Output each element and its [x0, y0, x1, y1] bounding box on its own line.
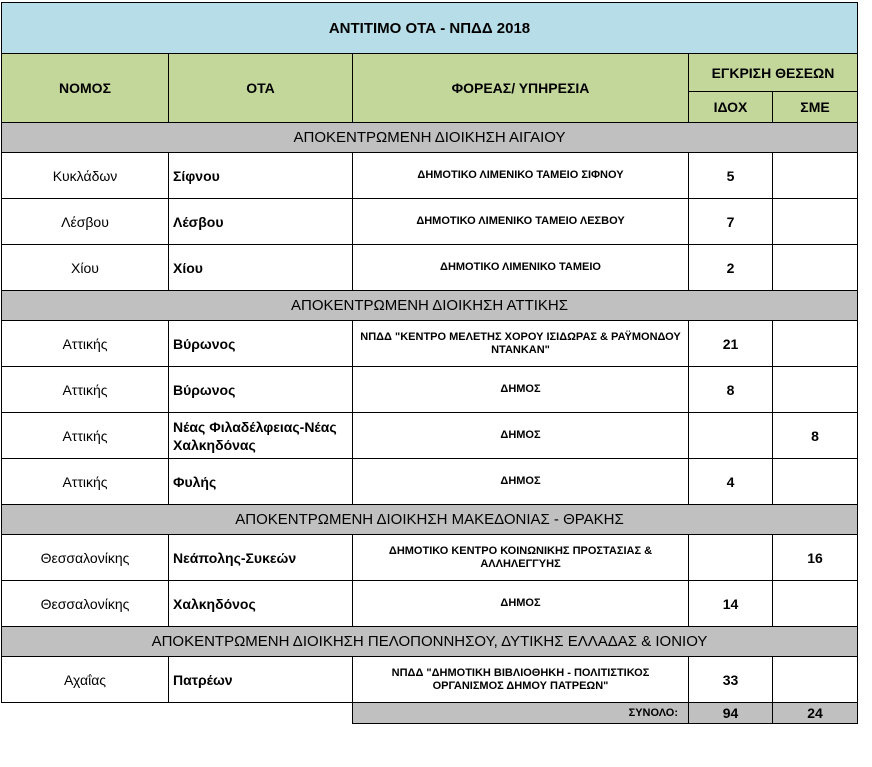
foreas-cell: ΔΗΜΟΤΙΚΟ ΛΙΜΕΝΙΚΟ ΤΑΜΕΙΟ	[353, 245, 689, 291]
table-row	[2, 245, 858, 291]
sme-cell	[773, 245, 858, 291]
table-title: ΑΝΤΙΤΙΜΟ ΟΤΑ - ΝΠΔΔ 2018	[2, 3, 858, 54]
header-ota: ΟΤΑ	[169, 54, 353, 123]
foreas-cell: ΔΗΜΟΣ	[353, 581, 689, 627]
table-row	[2, 367, 858, 413]
header-idox: ΙΔΟΧ	[689, 92, 773, 123]
nomos-cell: Θεσσαλονίκης	[2, 535, 169, 581]
idox-cell: 14	[689, 581, 773, 627]
sme-cell	[773, 459, 858, 505]
section-title: ΑΠΟΚΕΝΤΡΩΜΕΝΗ ΔΙΟΙΚΗΣΗ ΑΙΓΑΙΟΥ	[2, 123, 858, 153]
nomos-cell: Αχαΐας	[2, 657, 169, 703]
header-nomos: ΝΟΜΟΣ	[2, 54, 169, 123]
header-foreas: ΦΟΡΕΑΣ/ ΥΠΗΡΕΣΙΑ	[353, 54, 689, 123]
section-row	[2, 505, 858, 535]
section-row	[2, 627, 858, 657]
nomos-cell: Αττικής	[2, 413, 169, 459]
table-row	[2, 153, 858, 199]
table-row	[2, 535, 858, 581]
header-egkrisi: ΕΓΚΡΙΣΗ ΘΕΣΕΩΝ	[689, 54, 858, 92]
idox-cell: 33	[689, 657, 773, 703]
total-row	[2, 703, 858, 724]
nomos-cell: Αττικής	[2, 459, 169, 505]
ota-cell: Χίου	[169, 245, 353, 291]
section-title: ΑΠΟΚΕΝΤΡΩΜΕΝΗ ΔΙΟΙΚΗΣΗ ΑΤΤΙΚΗΣ	[2, 291, 858, 321]
sme-cell	[773, 153, 858, 199]
total-idox: 94	[689, 703, 773, 724]
idox-cell: 7	[689, 199, 773, 245]
sme-cell	[773, 657, 858, 703]
ota-cell: Νεάπολης-Συκεών	[169, 535, 353, 581]
nomos-cell: Αττικής	[2, 367, 169, 413]
table-row	[2, 581, 858, 627]
nomos-cell: Θεσσαλονίκης	[2, 581, 169, 627]
nomos-cell: Κυκλάδων	[2, 153, 169, 199]
idox-cell: 5	[689, 153, 773, 199]
section-title: ΑΠΟΚΕΝΤΡΩΜΕΝΗ ΔΙΟΙΚΗΣΗ ΠΕΛΟΠΟΝΝΗΣΟΥ, ΔΥΤΙΚΗΣ ΕΛΛΑΔΑΣ & ΙΟΝΙΟΥ	[2, 627, 858, 657]
section-row	[2, 123, 858, 153]
foreas-cell: ΔΗΜΟΣ	[353, 413, 689, 459]
table-row	[2, 413, 858, 459]
idox-cell: 2	[689, 245, 773, 291]
idox-cell	[689, 413, 773, 459]
table-row	[2, 199, 858, 245]
idox-cell: 4	[689, 459, 773, 505]
ota-cell: Χαλκηδόνος	[169, 581, 353, 627]
ota-cell: Σίφνου	[169, 153, 353, 199]
table-row	[2, 459, 858, 505]
allocation-table	[1, 2, 858, 724]
ota-cell: Βύρωνος	[169, 367, 353, 413]
sme-cell	[773, 581, 858, 627]
foreas-cell: ΔΗΜΟΤΙΚΟ ΚΕΝΤΡΟ ΚΟΙΝΩΝΙΚΗΣ ΠΡΟΣΤΑΣΙΑΣ & ΑΛΛΗΛΕΓΓΥΗΣ	[353, 535, 689, 581]
idox-cell: 21	[689, 321, 773, 367]
sme-cell	[773, 199, 858, 245]
foreas-cell: ΝΠΔΔ "ΚΕΝΤΡΟ ΜΕΛΕΤΗΣ ΧΟΡΟΥ ΙΣΙΔΩΡΑΣ & ΡΑΫΜΟΝΔΟΥ ΝΤΑΝΚΑΝ"	[353, 321, 689, 367]
total-label: ΣΥΝΟΛΟ:	[353, 703, 689, 724]
sme-cell	[773, 321, 858, 367]
total-sme: 24	[773, 703, 858, 724]
section-title: ΑΠΟΚΕΝΤΡΩΜΕΝΗ ΔΙΟΙΚΗΣΗ ΜΑΚΕΔΟΝΙΑΣ - ΘΡΑΚΗΣ	[2, 505, 858, 535]
foreas-cell: ΔΗΜΟΣ	[353, 459, 689, 505]
total-spacer	[2, 703, 353, 724]
foreas-cell: ΔΗΜΟΤΙΚΟ ΛΙΜΕΝΙΚΟ ΤΑΜΕΙΟ ΣΙΦΝΟΥ	[353, 153, 689, 199]
nomos-cell: Χίου	[2, 245, 169, 291]
table-row	[2, 657, 858, 703]
ota-cell: Νέας Φιλαδέλφειας-Νέας Χαλκηδόνας	[169, 413, 353, 459]
section-row	[2, 291, 858, 321]
ota-cell: Φυλής	[169, 459, 353, 505]
ota-cell: Λέσβου	[169, 199, 353, 245]
foreas-cell: ΝΠΔΔ "ΔΗΜΟΤΙΚΗ ΒΙΒΛΙΟΘΗΚΗ - ΠΟΛΙΤΙΣΤΙΚΟΣ ΟΡΓΑΝΙΣΜΟΣ ΔΗΜΟΥ ΠΑΤΡΕΩΝ"	[353, 657, 689, 703]
nomos-cell: Αττικής	[2, 321, 169, 367]
ota-cell: Πατρέων	[169, 657, 353, 703]
sme-cell: 16	[773, 535, 858, 581]
nomos-cell: Λέσβου	[2, 199, 169, 245]
ota-cell: Βύρωνος	[169, 321, 353, 367]
header-sme: ΣΜΕ	[773, 92, 858, 123]
idox-cell	[689, 535, 773, 581]
idox-cell: 8	[689, 367, 773, 413]
table-row	[2, 321, 858, 367]
sme-cell	[773, 367, 858, 413]
sme-cell: 8	[773, 413, 858, 459]
foreas-cell: ΔΗΜΟΣ	[353, 367, 689, 413]
foreas-cell: ΔΗΜΟΤΙΚΟ ΛΙΜΕΝΙΚΟ ΤΑΜΕΙΟ ΛΕΣΒΟΥ	[353, 199, 689, 245]
